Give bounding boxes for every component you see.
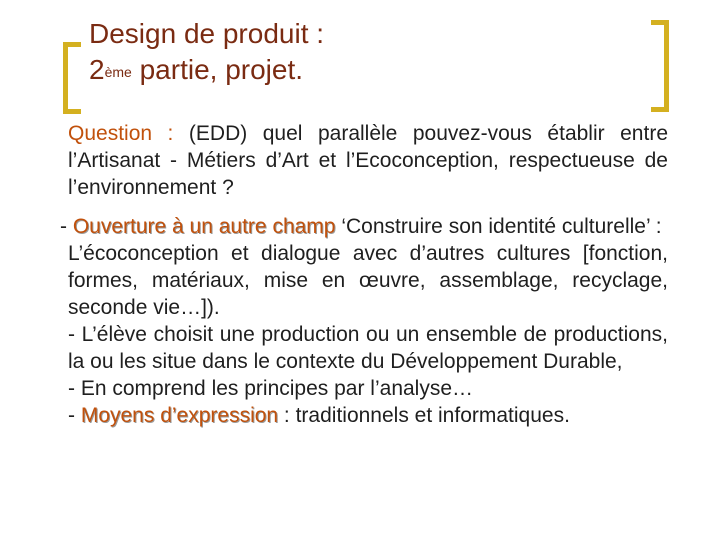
- ouverture-paragraph: [60, 213, 668, 240]
- moyens-text: : traditionnels et informatiques.: [278, 404, 570, 427]
- comprend-paragraph: - En comprend les principes par l’analyse…: [68, 377, 474, 400]
- dash-2: -: [68, 404, 81, 427]
- moyens-paragraph: [68, 402, 668, 429]
- question-text: (EDD) quel parallèle pouvez-vous établir entre l’Artisanat - Métiers d’Art et l’Ecoconception, respectueuse de l’environnement ?: [68, 122, 668, 199]
- title-line-1: Design de produit :: [89, 18, 325, 49]
- title-number: 2: [89, 54, 105, 85]
- moyens-label: Moyens d’expression: [80, 404, 279, 427]
- question-label: Question :: [68, 122, 174, 145]
- body-indented: [60, 240, 668, 429]
- right-bracket-decoration: [651, 20, 669, 112]
- slide-content: [60, 120, 668, 429]
- ouverture-text: ‘Construire son identité culturelle’ :: [335, 215, 662, 238]
- body-block: [60, 213, 668, 429]
- ouverture-label: Ouverture à un autre champ: [72, 215, 336, 238]
- title-line-2: [89, 52, 324, 88]
- eleve-paragraph: - L’élève choisit une production ou un ensemble de productions, la ou les situe dans le contexte du Développement Durable,: [68, 323, 668, 373]
- slide-title: [89, 16, 324, 88]
- title-rest: partie, projet.: [139, 54, 304, 85]
- left-bracket-decoration: [63, 42, 81, 114]
- dash-1: -: [60, 215, 73, 238]
- title-superscript: ème: [104, 64, 132, 80]
- ecoconception-paragraph: L’écoconception et dialogue avec d’autres cultures [fonction, formes, matériaux, mise en œuvre, assemblage, recyclage, seconde vie…]).: [68, 242, 668, 319]
- question-paragraph: [68, 120, 668, 201]
